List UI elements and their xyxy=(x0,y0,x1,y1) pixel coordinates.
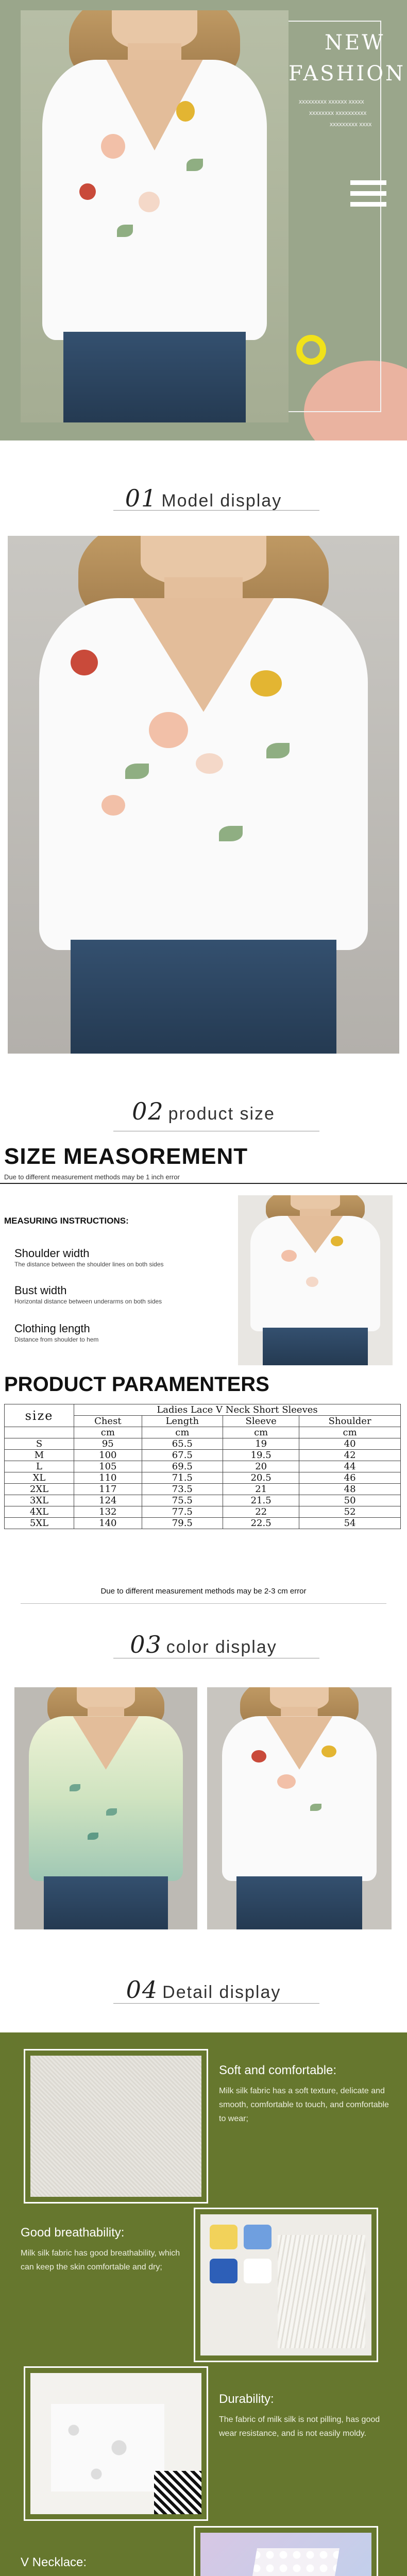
detail-title: V Necklace: xyxy=(21,2555,87,2569)
hero-tagline-1: xxxxxxxxx xxxxxx xxxxx xyxy=(299,98,364,105)
detail-text: Milk silk fabric has good breathability, which can keep the skin comfortable and dry; xyxy=(21,2249,180,2272)
hero-title-fashion: FASHION xyxy=(289,62,406,86)
swatch xyxy=(244,2225,272,2249)
size-measurement-subtitle: Due to different measurement methods may be 1 inch error xyxy=(4,1173,180,1181)
breathability-image xyxy=(200,2214,371,2355)
table-row: M 100 67.5 19.5 42 xyxy=(5,1450,401,1461)
detail-title: Good breathability: xyxy=(21,2226,125,2240)
section-number: 01 xyxy=(125,484,158,512)
detail-text: Milk silk fabric has a soft texture, delicate and smooth, comfortable to touch, and comfortable to wear; xyxy=(219,2087,389,2124)
size-measurement-title: SIZE MEASOREMENT xyxy=(4,1144,248,1169)
table-footnote: Due to different measurement methods may be 2-3 cm error xyxy=(100,1587,307,1596)
ring-icon xyxy=(296,335,326,365)
instruction-label: Bust width xyxy=(14,1284,67,1297)
durability-image xyxy=(30,2373,201,2514)
hero-tagline-2: xxxxxxxx xxxxxxxxxx xyxy=(309,109,367,116)
instruction-desc: Horizontal distance between underarms on both sides xyxy=(14,1298,162,1305)
section-number: 02 xyxy=(132,1097,164,1125)
section-label: product size xyxy=(168,1104,275,1124)
table-row: 4XL 132 77.5 22 52 xyxy=(5,1506,401,1518)
column-header: Length xyxy=(142,1416,223,1427)
size-reference-photo xyxy=(238,1195,393,1365)
detail-panel xyxy=(0,2032,407,2576)
section-heading-detail xyxy=(0,1976,407,2004)
size-table xyxy=(4,1404,401,1529)
unit-cell: cm xyxy=(299,1427,401,1438)
unit-cell: cm xyxy=(223,1427,299,1438)
parameters-title: PRODUCT PARAMENTERS xyxy=(4,1373,269,1396)
detail-text: The fabric of milk silk is not pilling, has good wear resistance, and is not easily moldy. xyxy=(219,2415,380,2438)
v-neck-lace-image xyxy=(200,2533,371,2576)
divider xyxy=(21,1603,386,1604)
unit-cell xyxy=(5,1427,74,1438)
section-heading-color xyxy=(0,1631,407,1658)
table-row: L 105 69.5 20 44 xyxy=(5,1461,401,1472)
section-label: Detail display xyxy=(162,1982,281,2002)
detail-title: Soft and comfortable: xyxy=(219,2063,337,2077)
unit-cell: cm xyxy=(74,1427,142,1438)
swatch xyxy=(210,2225,238,2249)
detail-image-frame xyxy=(24,2049,208,2204)
hero-tagline-3: xxxxxxxxx xxxx xyxy=(330,121,372,128)
stripe-decor xyxy=(154,2471,201,2514)
detail-title: Durability: xyxy=(219,2392,274,2406)
hero-banner xyxy=(0,0,407,440)
table-row: S 95 65.5 19 40 xyxy=(5,1438,401,1450)
detail-image-frame xyxy=(24,2366,208,2521)
swatch xyxy=(210,2259,238,2283)
table-row: 5XL 140 79.5 22.5 54 xyxy=(5,1518,401,1529)
section-heading-size xyxy=(0,1097,407,1125)
fabric-texture-image xyxy=(30,2056,201,2197)
section-heading-model xyxy=(0,484,407,512)
lace-texture xyxy=(51,2404,164,2492)
table-row: XL 110 71.5 20.5 46 xyxy=(5,1472,401,1484)
detail-image-frame xyxy=(194,2208,378,2362)
instruction-desc: The distance between the shoulder lines on both sides xyxy=(14,1261,164,1268)
table-row: 2XL 117 73.5 21 48 xyxy=(5,1484,401,1495)
table-row: 3XL 124 75.5 21.5 50 xyxy=(5,1495,401,1506)
hero-title-new: NEW xyxy=(325,31,385,55)
column-header: Shoulder xyxy=(299,1416,401,1427)
hamburger-icon xyxy=(350,180,386,207)
unit-cell: cm xyxy=(142,1427,223,1438)
fabric-fold xyxy=(278,2235,365,2348)
size-header: size xyxy=(5,1404,74,1427)
color-option-white[interactable] xyxy=(207,1687,392,1929)
swatch xyxy=(244,2259,272,2283)
instruction-label: Shoulder width xyxy=(14,1247,90,1260)
instruction-label: Clothing length xyxy=(14,1322,90,1335)
hero-model-image xyxy=(21,10,289,422)
model-photo xyxy=(8,536,399,1054)
column-header: Chest xyxy=(74,1416,142,1427)
divider xyxy=(0,1183,407,1184)
lace-trim xyxy=(236,2548,340,2576)
section-label: Model display xyxy=(161,491,282,511)
column-header: Sleeve xyxy=(223,1416,299,1427)
table-title: Ladies Lace V Neck Short Sleeves xyxy=(74,1404,401,1416)
section-number: 03 xyxy=(130,1631,162,1658)
instruction-desc: Distance from shoulder to hem xyxy=(14,1336,99,1343)
color-option-green[interactable] xyxy=(14,1687,197,1929)
detail-image-frame xyxy=(194,2526,378,2576)
section-number: 04 xyxy=(126,1976,159,2004)
instructions-title: MEASURING INSTRUCTIONS: xyxy=(4,1216,129,1226)
section-label: color display xyxy=(166,1637,277,1657)
